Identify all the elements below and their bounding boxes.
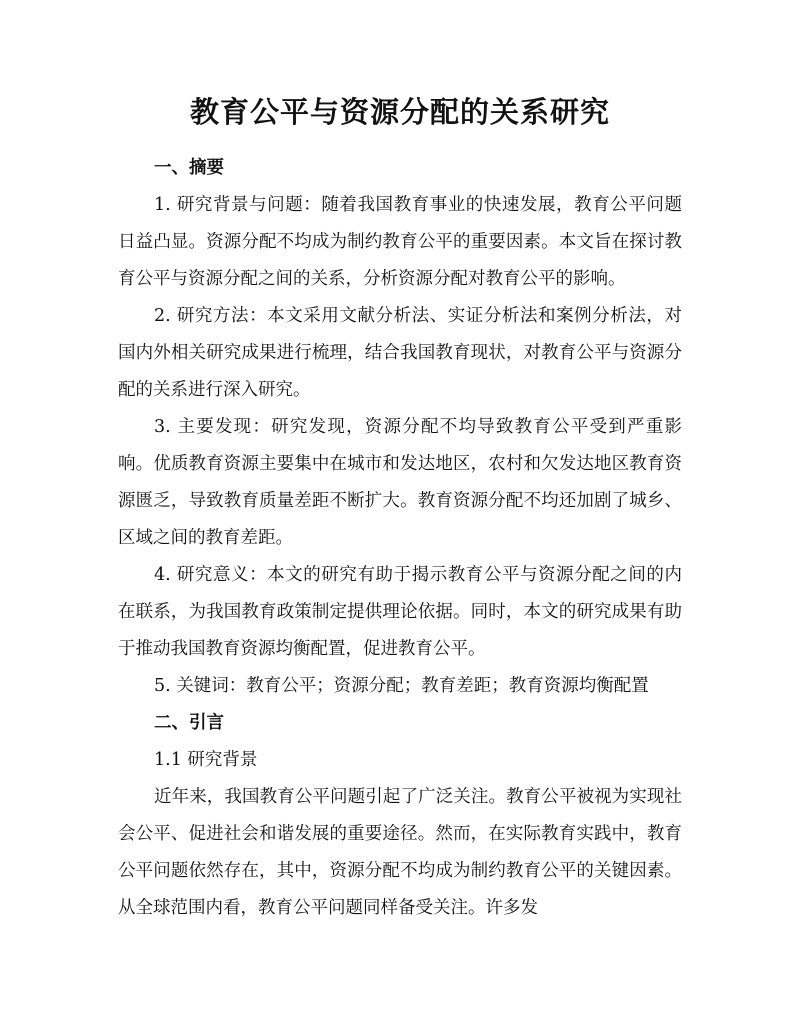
introduction-section [118, 705, 682, 927]
abstract-section [118, 150, 682, 705]
abstract-paragraph-findings: 3. 主要发现：研究发现，资源分配不均导致教育公平受到严重影响。优质教育资源主要集中在城市和发达地区，农村和欠发达地区教育资源匮乏，导致教育质量差距不断扩大。教育资源分配不均还加剧了城乡、区域之间的教育差距。 [118, 417, 682, 548]
section-heading-introduction: 二、引言 [154, 713, 224, 733]
abstract-paragraph-significance: 4. 研究意义：本文的研究有助于揭示教育公平与资源分配之间的内在联系，为我国教育政策制定提供理论依据。同时，本文的研究成果有助于推动我国教育资源均衡配置，促进教育公平。 [118, 565, 682, 659]
abstract-paragraph-background: 1. 研究背景与问题：随着我国教育事业的快速发展，教育公平问题日益凸显。资源分配不均成为制约教育公平的重要因素。本文旨在探讨教育公平与资源分配之间的关系，分析资源分配对教育公平的影响。 [118, 195, 682, 289]
introduction-paragraph: 近年来，我国教育公平问题引起了广泛关注。教育公平被视为实现社会公平、促进社会和谐发展的重要途径。然而，在实际教育实践中，教育公平问题依然存在，其中，资源分配不均成为制约教育公平的关键因素。从全球范围内看，教育公平问题同样备受关注。许多发 [118, 787, 682, 918]
abstract-paragraph-keywords: 5. 关键词：教育公平；资源分配；教育差距；教育资源均衡配置 [154, 676, 649, 696]
document-title: 教育公平与资源分配的关系研究 [189, 95, 610, 129]
abstract-paragraph-method: 2. 研究方法：本文采用文献分析法、实证分析法和案例分析法，对国内外相关研究成果进行梳理，结合我国教育现状，对教育公平与资源分配的关系进行深入研究。 [118, 306, 682, 400]
section-heading-abstract: 一、摘要 [154, 158, 224, 178]
subsection-heading-background: 1.1 研究背景 [154, 750, 258, 770]
